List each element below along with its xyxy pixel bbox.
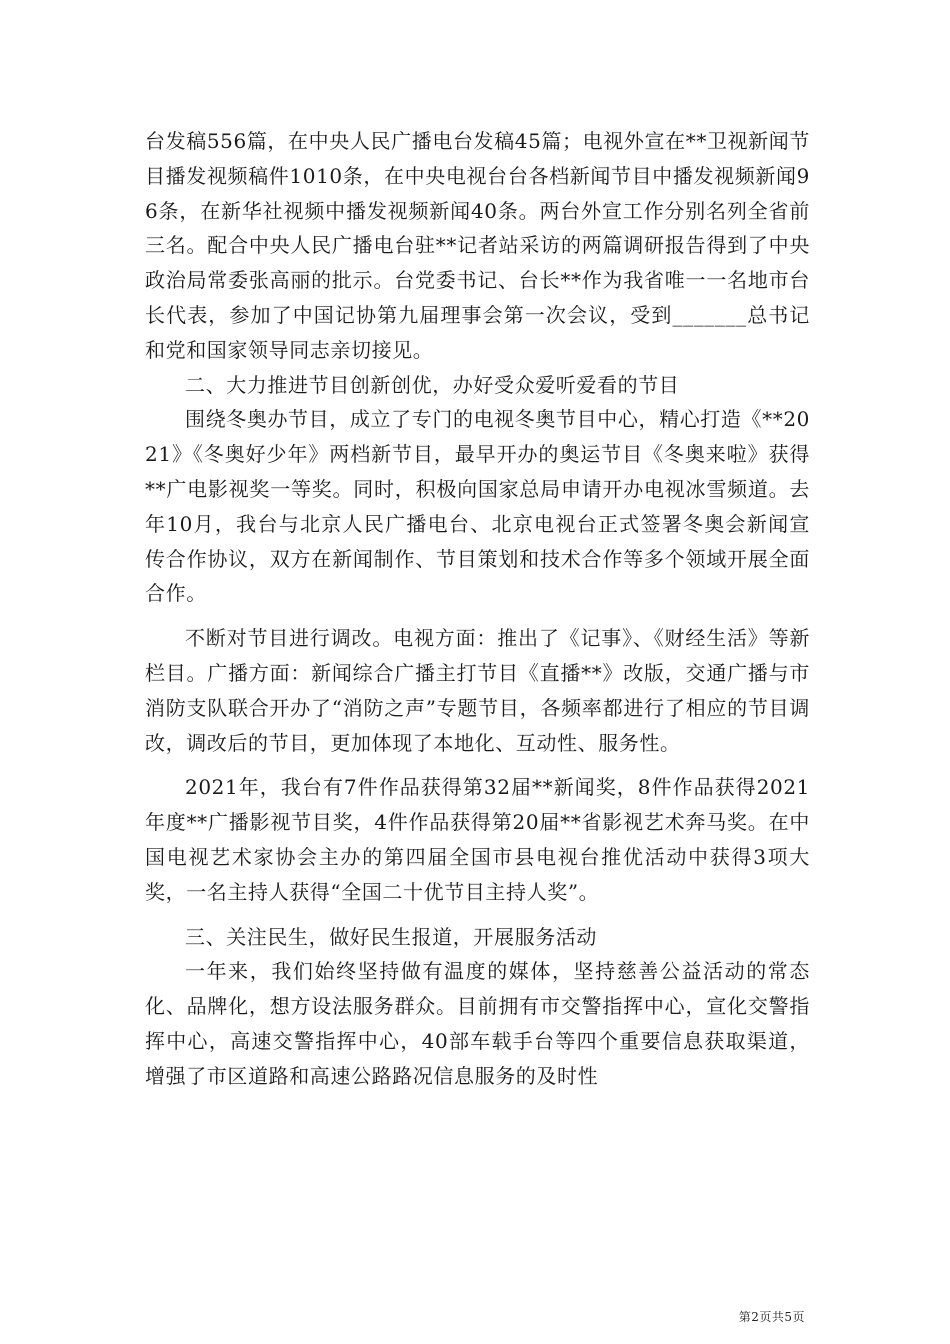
document-body [145,124,810,1094]
paragraph-continuation: 台发稿556篇，在中央人民广播电台发稿45篇；电视外宣在**卫视新闻节目播发视频稿件1010条，在中央电视台台各档新闻节目中播发视频新闻96条，在新华社视频中播发视频新闻40条。两台外宣工作分别名列全省前三名。配合中央人民广播电台驻**记者站采访的两篇调研报告得到了中央政治局常委张高丽的批示。台党委书记、台长**作为我省唯一一名地市台长代表，参加了中国记协第九届理事会第一次会议，受到_______总书记和党和国家领导同志亲切接见。 [145,129,810,362]
paragraph: 一年来，我们始终坚持做有温度的媒体，坚持慈善公益活动的常态化、品牌化，想方设法服务群众。目前拥有市交警指挥中心，宣化交警指挥中心，高速交警指挥中心，40部车载手台等四个重要信息获取渠道，增强了市区道路和高速公路路况信息服务的及时性 [145,959,810,1088]
page-number-footer: 第2页共5页 [738,1310,805,1324]
paragraph: 围绕冬奥办节目，成立了专门的电视冬奥节目中心，精心打造《**2021》《冬奥好少年》两档新节目，最早开办的奥运节目《冬奥来啦》获得**广电影视奖一等奖。同时，积极向国家总局申请开办电视冰雪频道。去年10月，我台与北京人民广播电台、北京电视台正式签署冬奥会新闻宣传合作协议，双方在新闻制作、节目策划和技术合作等多个领域开展全面合作。 [145,407,810,606]
paragraph: 不断对节目进行调改。电视方面：推出了《记事》、《财经生活》等新栏目。广播方面：新闻综合广播主打节目《直播**》改版，交通广播与市消防支队联合开办了“消防之声”专题节目，各频率都进行了相应的节目调改，调改后的节目，更加体现了本地化、互动性、服务性。 [145,626,810,755]
section-heading-3: 三、关注民生，做好民生报道，开展服务活动 [185,924,597,949]
paragraph: 2021年，我台有7件作品获得第32届**新闻奖，8件作品获得2021年度**广播影视节目奖，4件作品获得第20届**省影视艺术奔马奖。在中国电视艺术家协会主办的第四届全国市县电视台推优活动中获得3项大奖，一名主持人获得“全国二十优节目主持人奖”。 [145,775,810,904]
section-heading-2: 二、大力推进节目创新创优，办好受众爱听爱看的节目 [185,372,680,397]
